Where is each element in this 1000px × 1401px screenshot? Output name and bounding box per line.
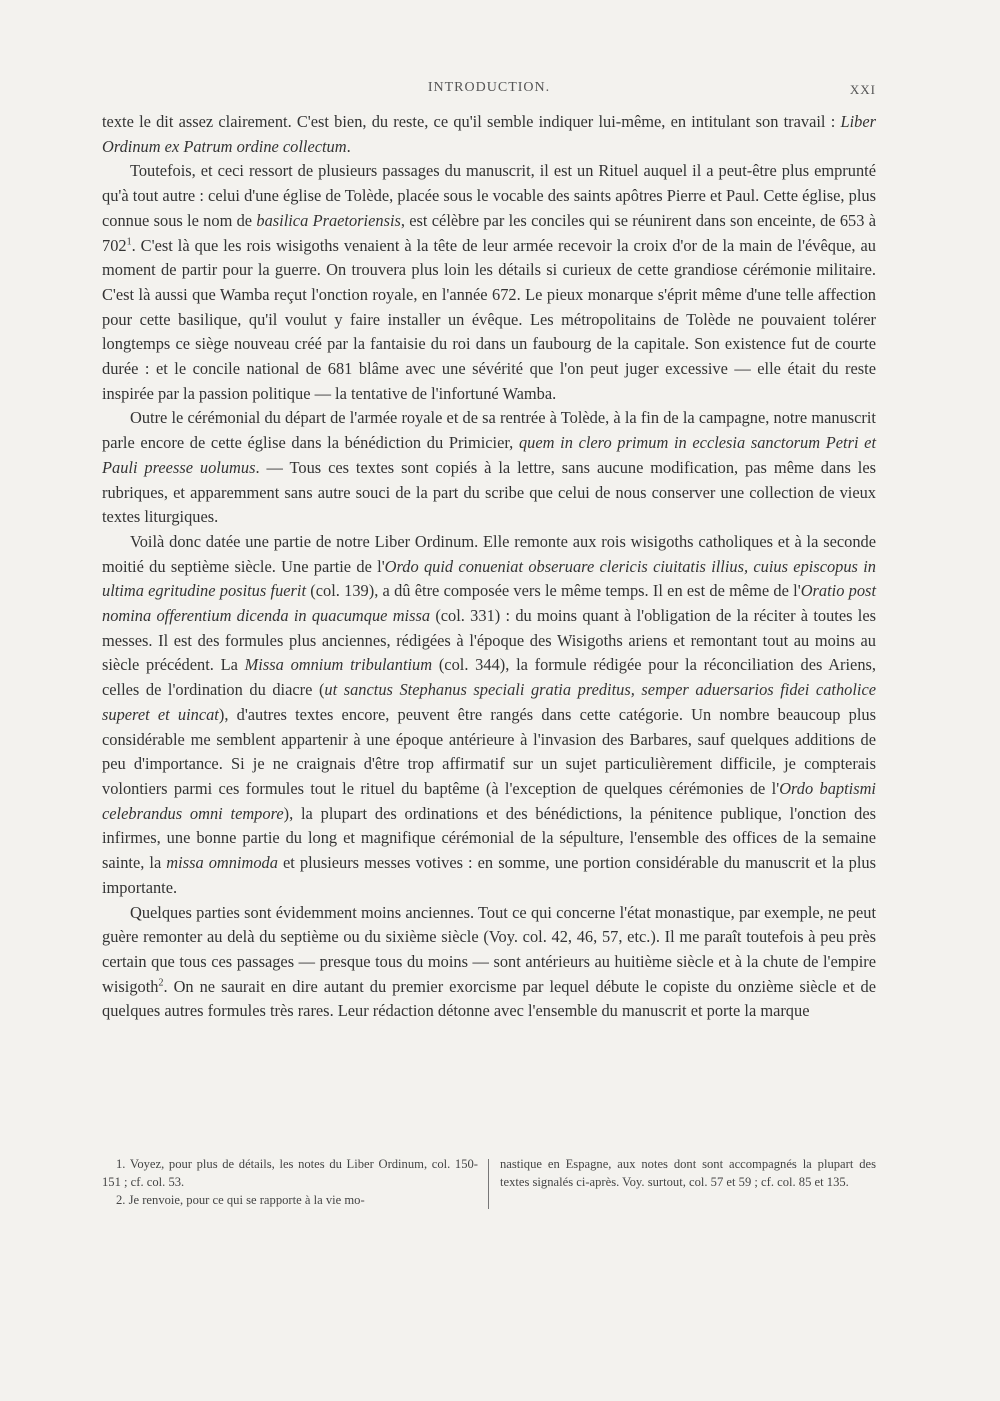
- text-run: .: [346, 136, 351, 156]
- italic-run: Ordo baptismi celebrandus omni tempore: [102, 778, 876, 823]
- footnote-column-left: [102, 1155, 478, 1209]
- footnote-1: 1. Voyez, pour plus de détails, les notes du Liber Ordinum, col. 150-151 ; cf. col. 53.: [102, 1157, 478, 1189]
- italic-run: Ordo quid conueniat obseruare clericis ciuitatis illius, cuius episcopus in ultima egritudine positus fuerit: [102, 556, 876, 601]
- column-divider: [488, 1159, 489, 1209]
- text-run: Outre le cérémonial du départ de l'armée royale et de sa rentrée à Tolède, à la fin de la campagne, notre manuscrit parle encore de cette église dans la bénédiction du Primicier,: [102, 408, 876, 453]
- paragraph: [102, 901, 876, 1025]
- text-run: (col. 344), la formule rédigée pour la réconciliation des Ariens, celles de l'ordination du diacre (: [102, 655, 876, 700]
- paragraph: [102, 530, 876, 901]
- footnote-ref: 1: [126, 236, 132, 248]
- page-number: XXI: [849, 82, 876, 97]
- text-run: Toutefois, et ceci ressort de plusieurs passages du manuscrit, il est un Rituel auquel il a peut-être plus emprunté qu'à tout autre : celui d'une église de Tolède, placée sous le vocable des saints apôtres Pierre et Paul. Cette église, plus connue sous le nom de: [102, 161, 876, 230]
- italic-run: Missa omnium tribulantium: [244, 655, 433, 675]
- text-run: (col. 139), a dû être composée vers le même temps. Il en est de même de l': [306, 581, 801, 601]
- italic-run: missa omnimoda: [166, 853, 278, 873]
- footnote-2: 2. Je renvoie, pour ce qui se rapporte à la vie mo-: [116, 1193, 365, 1207]
- footnote-column-right: [500, 1155, 876, 1191]
- italic-run: basilica Praetoriensis: [256, 210, 401, 230]
- paragraph: [102, 159, 876, 406]
- italic-run: Liber Ordinum ex Patrum ordine collectum: [102, 112, 876, 156]
- text-run: ), d'autres textes encore, peuvent être rangés dans cette catégorie. Un nombre beaucoup plus considérable me semblent appartenir à une époque antérieure à l'invasion des Barbares, sauf quelques additions de peu d'importance. Si je ne craignais d'être trop affirmatif sur un sujet particulièrement difficile, je compterais volontiers parmi ces formules tout le rituel du baptême (à l'exception de quelques cérémonies de l': [102, 704, 876, 798]
- italic-run: Oratio post nomina offerentium dicenda in quacumque missa: [102, 581, 876, 626]
- text-run: texte le dit assez clairement. C'est bien, du reste, ce qu'il semble indiquer lui-même, en intitulant son travail :: [102, 112, 841, 131]
- header-title: INTRODUCTION.: [427, 80, 551, 95]
- italic-run: ut sanctus Stephanus speciali gratia preditus, semper aduersarios fidei catholice superet et uincat: [102, 680, 876, 724]
- text-run: Voilà donc datée une partie de notre Liber Ordinum. Elle remonte aux rois wisigoths catholiques et à la seconde moitié du septième siècle. Une partie de l': [102, 531, 876, 576]
- italic-run: quem in clero primum in ecclesia sanctorum Petri et Pauli preesse uolumus: [102, 433, 877, 477]
- footnote-ref: 2: [158, 977, 164, 989]
- footnote-2-continued: nastique en Espagne, aux notes dont sont accompagnés la plupart des textes signalés ci-après. Voy. surtout, col. 57 et 59 ; cf. col. 85 et 135.: [500, 1157, 876, 1189]
- paragraph: [102, 110, 876, 159]
- text-run: . On ne saurait en dire autant du premier exorcisme par lequel débute le copiste du onzième siècle et de quelques autres formules très rares. Leur rédaction détonne avec l'ensemble du manuscrit et porte la marque: [102, 976, 876, 1021]
- text-run: ), la plupart des ordinations et des bénédictions, la pénitence publique, l'onction des infirmes, une bonne partie du long et magnifique cérémonial de la sépulture, l'ensemble des offices de la semaine sainte, la: [102, 803, 876, 873]
- text-run: . C'est là que les rois wisigoths venaient à la tête de leur armée recevoir la croix d'or de la main de l'évêque, au moment de partir pour la guerre. On trouvera plus loin les détails si curieux de cette grandiose cérémonie militaire. C'est là aussi que Wamba reçut l'onction royale, en l'année 672. Le pieux monarque s'éprit même d'une telle affection pour cette basilique, qu'il voulut y faire installer un évêque. Les métropolitains de Tolède ne pouvaient tolérer longtemps ce siège nouveau créé par la fantaisie du roi dans un faubourg de la capitale. Son existence fut de courte durée : et le concile national de 681 blâme avec une sévérité que l'on peut juger excessive — elle était du reste inspirée par la passion politique — la tentative de l'infortuné Wamba.: [102, 235, 876, 403]
- paragraph: [102, 406, 876, 530]
- running-header: [102, 80, 876, 104]
- text-run: Quelques parties sont évidemment moins anciennes. Tout ce qui concerne l'état monastique, par exemple, ne peut guère remonter au delà du septième ou du sixième siècle (Voy. col. 42, 46, 57, etc.). Il me paraît toutefois à peu près certain que tous ces passages — presque tous du moins — sont antérieurs au huitième siècle et à la chute de l'empire wisigoth: [102, 902, 876, 996]
- text-run: (col. 331) : du moins quant à l'obligation de la réciter à toutes les messes. Il est des formules plus anciennes, rédigées à l'époque des Wisigoths ariens et remontant tout au moins au siècle précédent. La: [102, 606, 876, 675]
- text-run: , est célèbre par les conciles qui se réunirent dans son enceinte, de 653 à 702: [102, 210, 876, 255]
- text-run: . — Tous ces textes sont copiés à la lettre, sans aucune modification, pas même dans les rubriques, et apparemment sans autre souci de la part du scribe que celui de nous conserver une collection de vieux textes liturgiques.: [102, 457, 876, 527]
- text-run: et plusieurs messes votives : en somme, une portion considérable du manuscrit et la plus importante.: [102, 853, 876, 897]
- main-text: [102, 110, 876, 1024]
